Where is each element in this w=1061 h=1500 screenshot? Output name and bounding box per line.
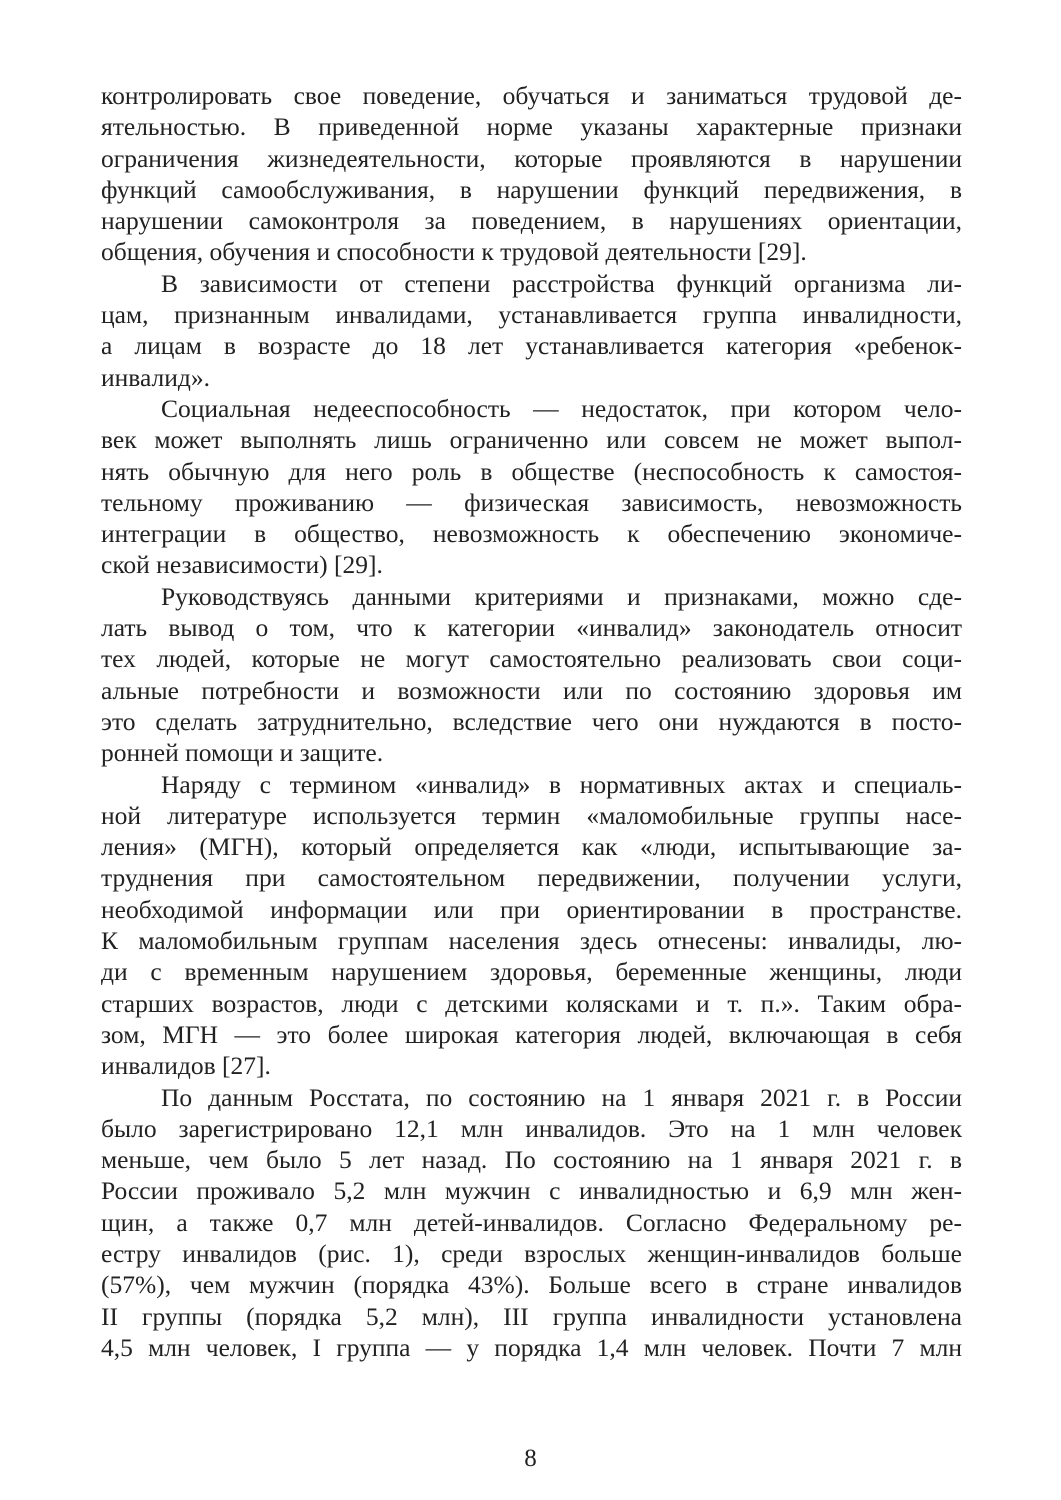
paragraph <box>101 769 962 1082</box>
text-line: цам, признанным инвалидами, устанавливается группа инвалидности, <box>101 300 962 330</box>
text-line: труднения при самостоятельном передвижении, получении услуги, <box>101 863 962 893</box>
text-line: ди с временным нарушением здоровья, беременные женщины, люди <box>101 957 962 987</box>
text-line: 4,5 млн человек, I группа — у порядка 1,4 млн человек. Почти 7 млн <box>101 1332 962 1362</box>
text-line: Социальная недееспособность — недостаток, при котором чело- <box>161 393 962 423</box>
paragraph <box>101 581 962 769</box>
text-line: нять обычную для него роль в обществе (неспособность к самостоя- <box>101 456 962 486</box>
text-line: ронней помощи и защите. <box>101 738 384 768</box>
text-line: II группы (порядка 5,2 млн), III группа инвалидности установлена <box>101 1301 962 1331</box>
page-number: 8 <box>524 1445 537 1472</box>
text-line: это сделать затруднительно, вследствие чего они нуждаются в посто- <box>101 706 962 736</box>
text-line: ной литературе используется термин «маломобильные группы насе- <box>101 800 962 830</box>
text-line: тельному проживанию — физическая зависимость, невозможность <box>101 487 962 517</box>
text-line: меньше, чем было 5 лет назад. По состоянию на 1 января 2021 г. в <box>101 1145 962 1175</box>
text-line: инвалидов [27]. <box>101 1051 271 1081</box>
text-line: К маломобильным группам населения здесь отнесены: инвалиды, лю- <box>101 926 962 956</box>
text-line: ограничения жизнедеятельности, которые проявляются в нарушении <box>101 143 962 173</box>
text-line: Руководствуясь данными критериями и признаками, можно сде- <box>161 581 962 611</box>
text-line: интеграции в общество, невозможность к обеспечению экономиче- <box>101 519 962 549</box>
text-line: ятельностью. В приведенной норме указаны характерные признаки <box>101 112 962 142</box>
text-line: нарушении самоконтроля за поведением, в нарушениях ориентации, <box>101 206 962 236</box>
text-line: общения, обучения и способности к трудовой деятельности [29]. <box>101 237 807 267</box>
paragraph <box>101 268 962 393</box>
text-line: функций самообслуживания, в нарушении функций передвижения, в <box>101 174 962 204</box>
text-line: лать вывод о том, что к категории «инвалид» законодатель относит <box>101 613 962 643</box>
paragraph <box>101 1082 962 1364</box>
text-line: век может выполнять лишь ограниченно или совсем не может выпол- <box>101 425 962 455</box>
text-line: зом, МГН — это более широкая категория людей, включающая в себя <box>101 1019 962 1049</box>
text-line: контролировать свое поведение, обучаться и заниматься трудовой де- <box>101 81 962 110</box>
text-line: России проживало 5,2 млн мужчин с инвалидностью и 6,9 млн жен- <box>101 1176 962 1206</box>
text-line: (57%), чем мужчин (порядка 43%). Больше всего в стране инвалидов <box>101 1270 962 1300</box>
text-line: ской независимости) [29]. <box>101 550 383 580</box>
text-line: Наряду с термином «инвалид» в нормативных актах и специаль- <box>161 769 962 799</box>
text-line: ления» (МГН), который определяется как «люди, испытывающие за- <box>101 832 962 862</box>
text-line: По данным Росстата, по состоянию на 1 января 2021 г. в России <box>161 1082 962 1112</box>
text-line: необходимой информации или при ориентировании в пространстве. <box>101 894 962 924</box>
text-line: было зарегистрировано 12,1 млн инвалидов. Это на 1 млн человек <box>101 1113 962 1143</box>
text-line: тех людей, которые не могут самостоятельно реализовать свои соци- <box>101 644 962 674</box>
paragraph <box>101 393 962 581</box>
body-text <box>101 80 962 1363</box>
text-line: естру инвалидов (рис. 1), среди взрослых женщин-инвалидов больше <box>101 1238 962 1268</box>
text-line: старших возрастов, люди с детскими колясками и т. п.». Таким обра- <box>101 988 962 1018</box>
text-line: В зависимости от степени расстройства функций организма ли- <box>161 268 962 298</box>
text-line: а лицам в возрасте до 18 лет устанавливается категория «ребенок- <box>101 331 962 361</box>
text-line: альные потребности и возможности или по состоянию здоровья им <box>101 675 962 705</box>
text-line: щин, а также 0,7 млн детей-инвалидов. Согласно Федеральному ре- <box>101 1207 962 1237</box>
paragraph <box>101 80 962 268</box>
text-line: инвалид». <box>101 362 211 392</box>
